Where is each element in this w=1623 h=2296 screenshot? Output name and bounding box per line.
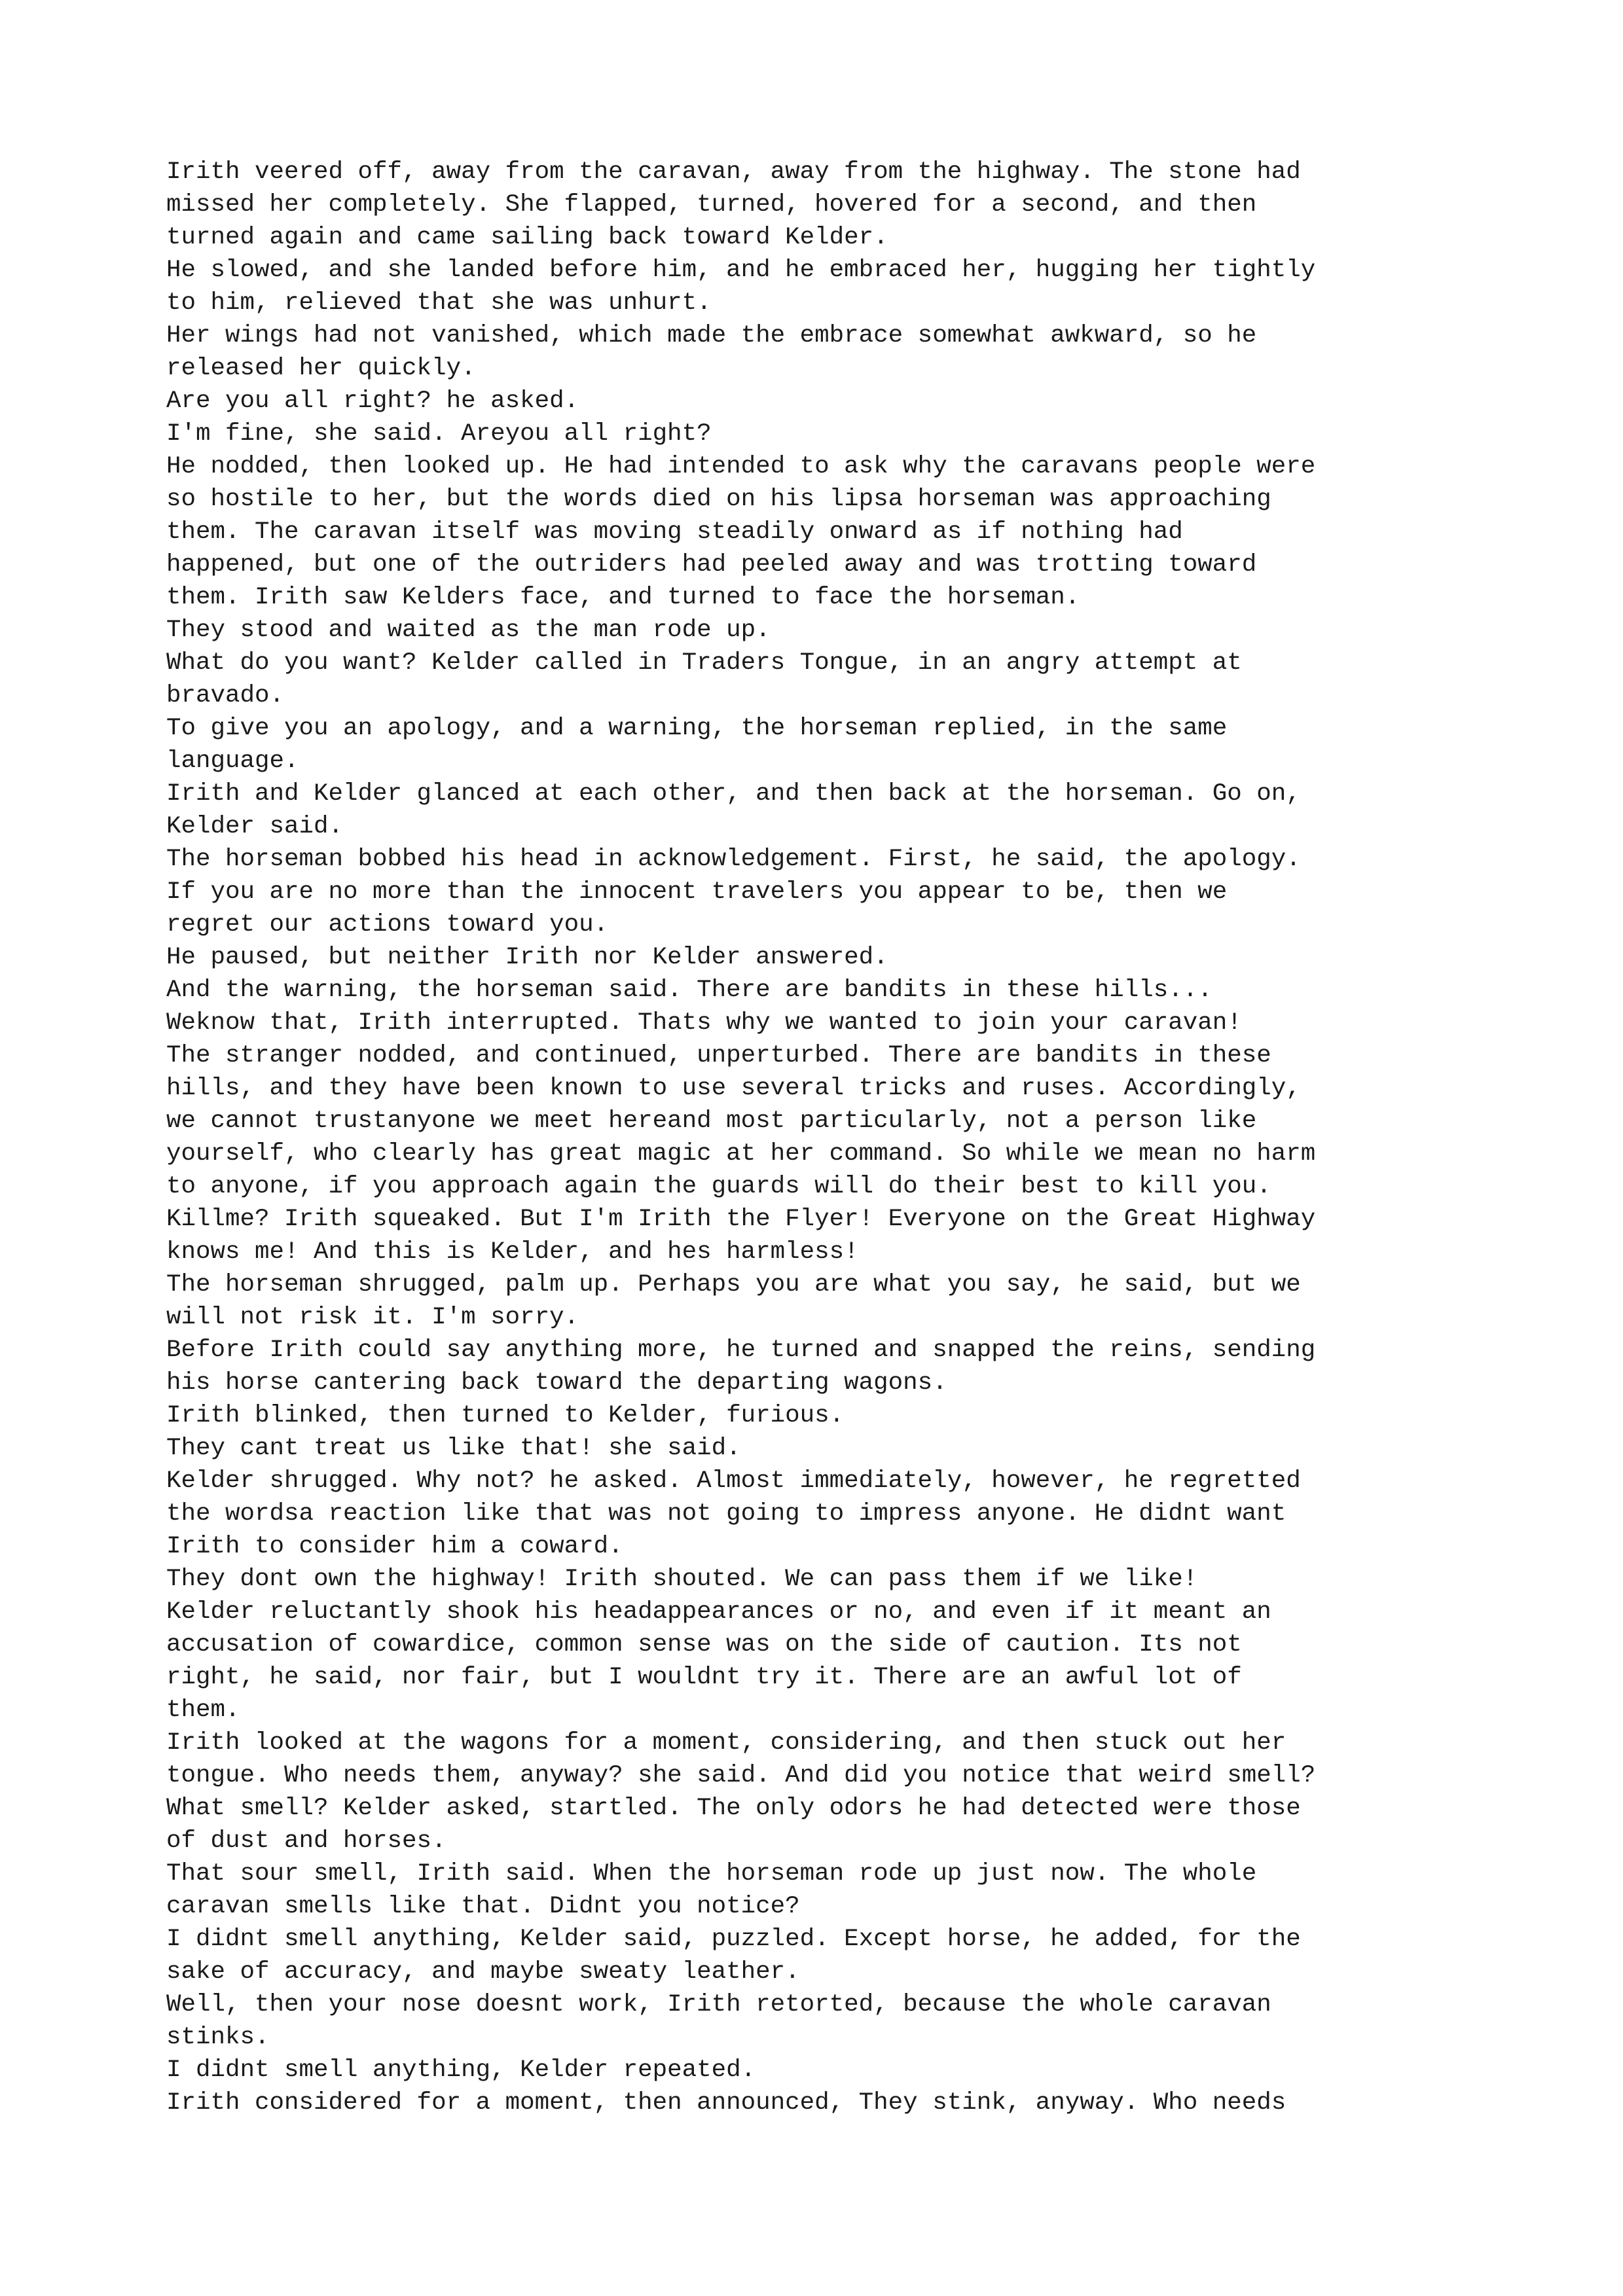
- text-line: Her wings had not vanished, which made the embrace somewhat awkward, so he: [166, 322, 1257, 350]
- text-line: What do you want? Kelder called in Traders Tongue, in an angry attempt at: [166, 649, 1242, 677]
- text-line: They cant treat us like that! she said.: [166, 1435, 741, 1462]
- text-line: They stood and waited as the man rode up.: [166, 617, 771, 644]
- text-line: will not risk it. I'm sorry.: [166, 1304, 579, 1331]
- text-line: Irith looked at the wagons for a moment, considering, and then stuck out her: [166, 1729, 1286, 1757]
- text-line: them. Irith saw Kelders face, and turned to face the horseman.: [166, 584, 1080, 611]
- text-line: bravado.: [166, 682, 285, 709]
- text-line: Are you all right? he asked.: [166, 387, 579, 415]
- text-line: Irith considered for a moment, then announced, They stink, anyway. Who needs: [166, 2089, 1286, 2117]
- text-line: language.: [166, 747, 299, 775]
- text-line: Well, then your nose doesnt work, Irith retorted, because the whole caravan: [166, 1991, 1271, 2018]
- text-line: The stranger nodded, and continued, unperturbed. There are bandits in these: [166, 1042, 1271, 1069]
- text-line: to anyone, if you approach again the guards will do their best to kill you.: [166, 1173, 1271, 1200]
- text-line: his horse cantering back toward the departing wagons.: [166, 1369, 947, 1397]
- text-line: If you are no more than the innocent travelers you appear to be, then we: [166, 878, 1228, 906]
- text-line: to him, relieved that she was unhurt.: [166, 289, 712, 317]
- text-line: To give you an apology, and a warning, the horseman replied, in the same: [166, 715, 1228, 742]
- text-line: yourself, who clearly has great magic at her command. So while we mean no harm: [166, 1140, 1316, 1168]
- text-line: knows me! And this is Kelder, and hes harmless!: [166, 1238, 859, 1266]
- body-text: [166, 156, 1476, 2119]
- text-line: them.: [166, 1696, 240, 1724]
- text-line: tongue. Who needs them, anyway? she said. And did you notice that weird smell?: [166, 1762, 1316, 1789]
- text-line: right, he said, nor fair, but I wouldnt try it. There are an awful lot of: [166, 1664, 1242, 1691]
- text-line: turned again and came sailing back toward Kelder.: [166, 224, 888, 251]
- text-line: Kelder reluctantly shook his headappearances or no, and even if it meant an: [166, 1598, 1271, 1626]
- text-line: hills, and they have been known to use several tricks and ruses. Accordingly,: [166, 1075, 1301, 1102]
- text-line: caravan smells like that. Didnt you notice?: [166, 1893, 800, 1920]
- text-line: I didnt smell anything, Kelder repeated.: [166, 2056, 756, 2084]
- text-line: Before Irith could say anything more, he turned and snapped the reins, sending: [166, 1336, 1316, 1364]
- text-line: That sour smell, Irith said. When the horseman rode up just now. The whole: [166, 1860, 1257, 1888]
- text-line: The horseman shrugged, palm up. Perhaps you are what you say, he said, but we: [166, 1271, 1301, 1299]
- text-line: regret our actions toward you.: [166, 911, 609, 939]
- text-line: them. The caravan itself was moving steadily onward as if nothing had: [166, 518, 1183, 546]
- text-line: Irith veered off, away from the caravan, away from the highway. The stone had: [166, 158, 1301, 186]
- text-line: released her quickly.: [166, 355, 476, 382]
- text-line: the wordsa reaction like that was not going to impress anyone. He didnt want: [166, 1500, 1286, 1528]
- text-line: Weknow that, Irith interrupted. Thats why we wanted to join your caravan!: [166, 1009, 1242, 1037]
- text-line: Kelder shrugged. Why not? he asked. Almost immediately, however, he regretted: [166, 1467, 1301, 1495]
- text-line: we cannot trustanyone we meet hereand most particularly, not a person like: [166, 1107, 1257, 1135]
- text-line: Killme? Irith squeaked. But I'm Irith the Flyer! Everyone on the Great Highway: [166, 1206, 1316, 1233]
- text-line: Kelder said.: [166, 813, 344, 840]
- text-line: so hostile to her, but the words died on his lipsa horseman was approaching: [166, 486, 1271, 513]
- text-line: And the warning, the horseman said. There are bandits in these hills...: [166, 977, 1213, 1004]
- text-line: I didnt smell anything, Kelder said, puzzled. Except horse, he added, for the: [166, 1926, 1301, 1953]
- text-line: stinks.: [166, 2024, 270, 2051]
- text-line: I'm fine, she said. Areyou all right?: [166, 420, 712, 448]
- text-line: He slowed, and she landed before him, and he embraced her, hugging her tightly: [166, 257, 1316, 284]
- text-line: He paused, but neither Irith nor Kelder answered.: [166, 944, 888, 971]
- text-line: Irith blinked, then turned to Kelder, furious.: [166, 1402, 845, 1429]
- text-line: missed her completely. She flapped, turned, hovered for a second, and then: [166, 191, 1257, 219]
- text-line: Irith and Kelder glanced at each other, and then back at the horseman. Go on,: [166, 780, 1301, 808]
- text-line: accusation of cowardice, common sense was on the side of caution. Its not: [166, 1631, 1242, 1659]
- text-line: The horseman bobbed his head in acknowledgement. First, he said, the apology.: [166, 846, 1301, 873]
- text-line: Irith to consider him a coward.: [166, 1533, 623, 1560]
- text-line: happened, but one of the outriders had peeled away and was trotting toward: [166, 551, 1257, 579]
- text-line: sake of accuracy, and maybe sweaty leather.: [166, 1958, 800, 1986]
- text-line: They dont own the highway! Irith shouted. We can pass them if we like!: [166, 1566, 1198, 1593]
- text-line: What smell? Kelder asked, startled. The only odors he had detected were those: [166, 1795, 1301, 1822]
- text-line: He nodded, then looked up. He had intended to ask why the caravans people were: [166, 453, 1316, 480]
- text-line: of dust and horses.: [166, 1827, 447, 1855]
